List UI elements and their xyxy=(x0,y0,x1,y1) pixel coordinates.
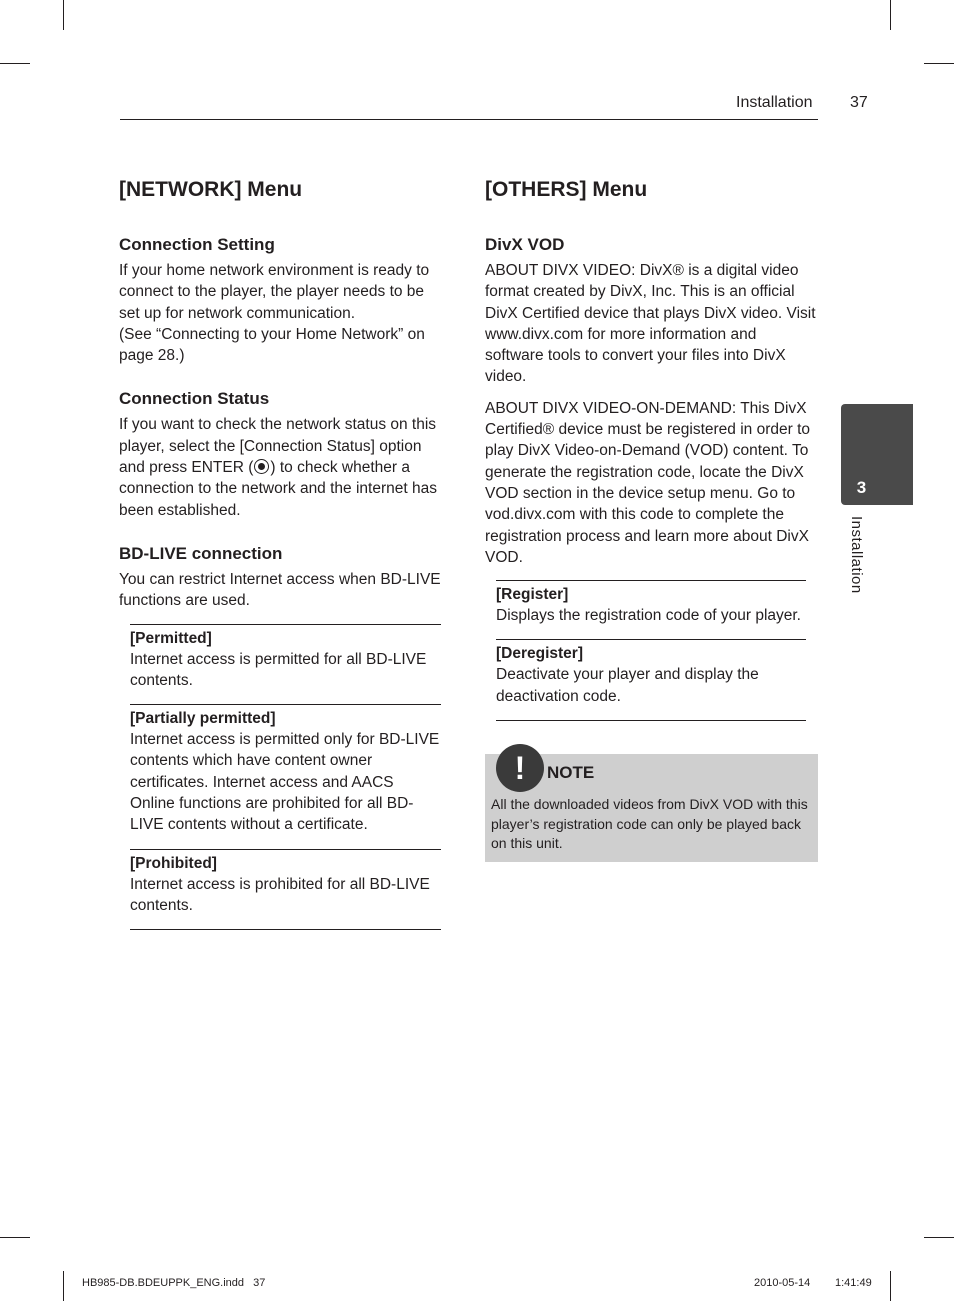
option-row xyxy=(496,581,806,640)
option-label: [Permitted] xyxy=(130,629,212,647)
option-description: Internet access is permitted for all BD-LIVE contents. xyxy=(130,650,427,689)
crop-mark xyxy=(890,0,891,30)
option-description: Internet access is prohibited for all BD-LIVE contents. xyxy=(130,875,430,914)
divx-vod-title: DivX VOD xyxy=(485,235,565,254)
crop-mark xyxy=(924,1237,954,1238)
others-menu-title: [OTHERS] Menu xyxy=(485,178,648,201)
option-description: Displays the registration code of your player. xyxy=(496,607,801,625)
chapter-label: Installation xyxy=(848,516,865,594)
crop-mark xyxy=(63,1271,64,1301)
option-label: [Prohibited] xyxy=(130,854,217,872)
option-row xyxy=(496,640,806,721)
footer-file-name: HB985-DB.BDEUPPK_ENG.indd 37 xyxy=(82,1277,266,1289)
option-row xyxy=(130,850,441,931)
connection-status-title: Connection Status xyxy=(119,389,270,409)
connection-status-body-end: ) to check whether a connection to the network and the internet has been established. xyxy=(119,459,437,519)
divx-vod-paragraph-2: ABOUT DIVX VIDEO-ON-DEMAND: This DivX Certified® device must be registered in order to play DivX Video-on-Demand (VOD) content. To generate the registration code, locate the DivX VOD section in the device setup menu. Go to vod.divx.com with this code to complete the registration process and learn more about DivX VOD. xyxy=(485,399,811,566)
connection-setting-title: Connection Setting xyxy=(119,235,275,254)
option-description: Internet access is permitted only for BD-LIVE contents which have content owner certificates. Internet access and AACS Online functions are prohibited for all BD-LIVE contents without a certificate. xyxy=(130,731,440,834)
divx-vod-paragraph-1: ABOUT DIVX VIDEO: DivX® is a digital video format created by DivX, Inc. This is an official DivX Certified device that plays DivX video. Visit www.divx.com for more information and software tools to convert your files into DivX video. xyxy=(485,262,816,386)
crop-mark xyxy=(0,1237,30,1238)
connection-status-body xyxy=(119,414,446,520)
crop-mark xyxy=(63,0,64,30)
bd-live-options-table xyxy=(130,624,441,931)
footer-date: 2010-05-14 xyxy=(754,1277,811,1289)
exclamation-icon: ! xyxy=(496,744,544,792)
bd-live-title: BD-LIVE connection xyxy=(119,543,283,563)
note-label: NOTE xyxy=(547,763,595,782)
option-label: [Partially permitted] xyxy=(130,710,276,728)
chapter-tab xyxy=(841,404,913,505)
crop-mark xyxy=(924,63,954,64)
note-box xyxy=(485,750,818,862)
bd-live-body: You can restrict Internet access when BD-LIVE functions are used. xyxy=(119,570,441,610)
option-label: [Register] xyxy=(496,586,569,604)
note-text: All the downloaded videos from DivX VOD with this player’s registration code can only be played back on this unit. xyxy=(491,796,808,851)
header-divider xyxy=(120,119,818,120)
enter-button-icon xyxy=(254,459,269,474)
connection-status-body-start: If you want to check the network status on this player, select the [Connection Status] option and press ENTER ( xyxy=(119,416,437,477)
network-menu-column xyxy=(119,176,446,930)
option-row xyxy=(130,705,441,849)
divx-options-table xyxy=(496,580,806,721)
connection-setting-see: (See “Connecting to your Home Network” on page 28.) xyxy=(119,325,425,365)
chapter-number: 3 xyxy=(856,478,867,497)
header-section-title: Installation xyxy=(736,94,813,111)
network-menu-title: [NETWORK] Menu xyxy=(119,178,303,201)
crop-mark xyxy=(0,63,30,64)
crop-mark xyxy=(890,1271,891,1301)
option-row xyxy=(130,625,441,706)
option-label: [Deregister] xyxy=(496,645,583,663)
connection-setting-body: If your home network environment is ready to connect to the player, the player needs to be set up for network communication. xyxy=(119,262,430,322)
option-description: Deactivate your player and display the deactivation code. xyxy=(496,666,759,705)
page-number: 37 xyxy=(850,94,868,111)
others-menu-column xyxy=(485,176,818,721)
footer-time: 1:41:49 xyxy=(835,1277,872,1289)
